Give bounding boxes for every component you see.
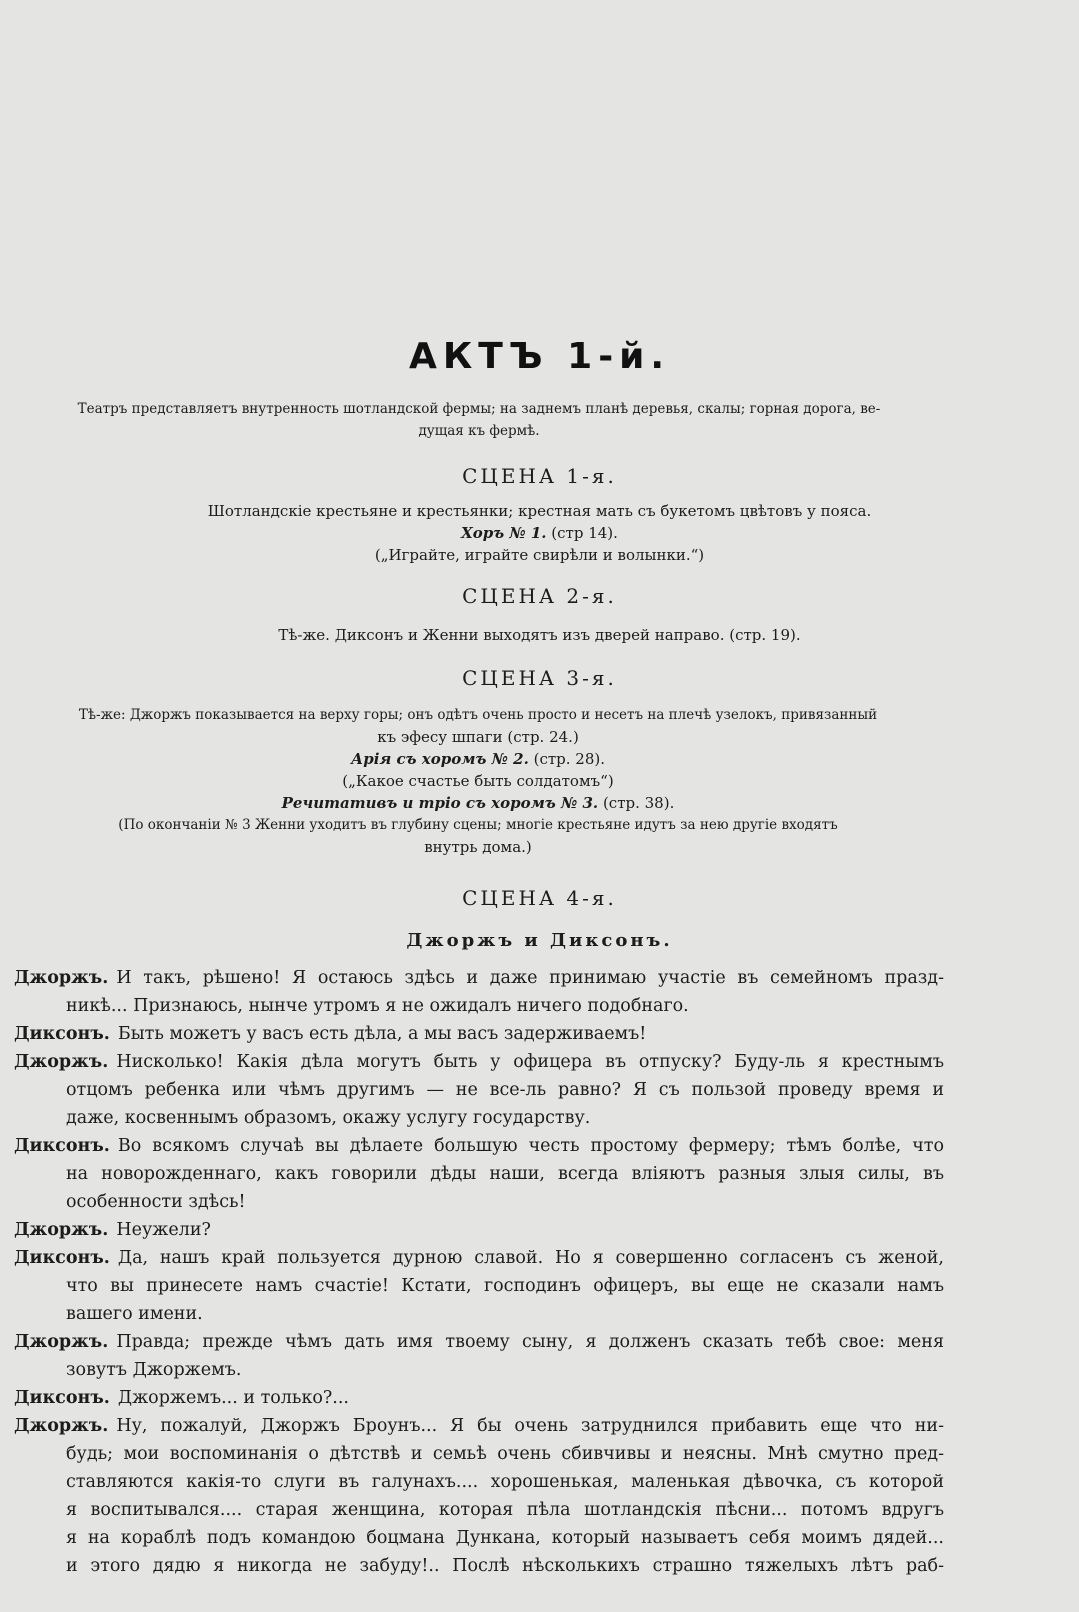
scene-3-description-line-1: Тѣ-же: Джоржъ показывается на верху горы; онъ одѣтъ очень просто и несетъ на плечѣ узелокъ, привязанный: [78, 707, 878, 723]
recitative-number-page: (стр. 38).: [602, 794, 675, 812]
scene-3-heading: СЦЕНА 3-я.: [462, 666, 617, 690]
speech-line: [14, 1244, 944, 1272]
speech-line: никѣ... Признаюсь, нынче утромъ я не ожидалъ ничего подобнаго.: [66, 996, 689, 1016]
speech-block: [14, 1048, 944, 1132]
speaker-name: Диксонъ.: [14, 1136, 110, 1156]
speaker-name: Джоржъ.: [14, 1332, 109, 1352]
speech-line: даже, косвеннымъ образомъ, окажу услугу государству.: [66, 1108, 591, 1128]
scene-1-heading: СЦЕНА 1-я.: [462, 464, 617, 488]
speech-text: Правда; прежде чѣмъ дать имя твоему сыну, я долженъ сказать тебѣ свое: меня: [116, 1332, 944, 1352]
speech-line: отцомъ ребенка или чѣмъ другимъ — не все-ль равно? Я съ пользой проведу время и: [66, 1080, 944, 1100]
speech-line: будь; мои воспоминанія о дѣтствѣ и семьѣ очень сбивчивы и неясны. Мнѣ смутно пред-: [66, 1444, 944, 1464]
speech-line: на новорожденнаго, какъ говорили дѣды наши, всегда вліяютъ разныя злыя силы, въ: [66, 1164, 944, 1184]
speech-line: [14, 1048, 944, 1076]
speech-line: я на кораблѣ подъ командою боцмана Дункана, который называетъ себя моимъ дядей...: [66, 1528, 944, 1548]
scene-1-quote: („Играйте, играйте свирѣли и волынки.“): [374, 546, 705, 564]
speaker-name: Джоржъ.: [14, 1052, 109, 1072]
act-title: АКТЪ 1-й.: [408, 336, 671, 377]
speech-line: зовутъ Джоржемъ.: [66, 1360, 242, 1380]
recitative-number: [6, 792, 950, 814]
speech-block: [14, 1328, 944, 1384]
speech-line: что вы принесете намъ счастіе! Кстати, господинъ офицеръ, вы еще не сказали намъ: [66, 1276, 944, 1296]
scene-1-description: Шотландскіе крестьяне и крестьянки; крестная мать съ букетомъ цвѣтовъ у пояса.: [207, 502, 872, 520]
speech-block: [14, 1216, 944, 1244]
speech-line: [14, 1132, 944, 1160]
scene-3-body: [6, 704, 950, 858]
speech-text: Быть можетъ у васъ есть дѣла, а мы васъ задерживаемъ!: [117, 1024, 647, 1044]
setting-line-2: дущая къ фермѣ.: [418, 423, 540, 439]
speech-text: Неужели?: [116, 1220, 211, 1240]
speech-line: [14, 1216, 944, 1244]
speech-text: Во всякомъ случаѣ вы дѣлаете большую честь простому фермеру; тѣмъ болѣе, что: [117, 1136, 944, 1156]
recitative-number-label: Речитативъ и тріо съ хоромъ № 3.: [281, 794, 599, 812]
speech-text: Да, нашъ край пользуется дурною славой. Но я совершенно согласенъ съ женой,: [117, 1248, 944, 1268]
speech-block: [14, 1412, 944, 1580]
speech-line: [14, 1020, 944, 1048]
scene-2-description: Тѣ-же. Диксонъ и Женни выходятъ изъ дверей направо. (стр. 19).: [278, 626, 801, 644]
scene-3-description-line-2: къ эфесу шпаги (стр. 24.): [377, 728, 579, 746]
speech-block: [14, 1244, 944, 1328]
setting-line-1: Театръ представляетъ внутренность шотландской фермы; на заднемъ планѣ деревья, скалы; горная дорога, ве-: [77, 401, 881, 417]
aria-quote: („Какое счастье быть солдатомъ“): [342, 772, 614, 790]
speech-line: особенности здѣсь!: [66, 1192, 246, 1212]
speaker-name: Диксонъ.: [14, 1024, 110, 1044]
speech-line: [14, 964, 944, 992]
speaker-name: Джоржъ.: [14, 968, 109, 988]
scene-4-heading: СЦЕНА 4-я.: [462, 886, 617, 910]
aria-number-label: Арія съ хоромъ № 2.: [350, 750, 529, 768]
speech-block: [14, 1132, 944, 1216]
scene-2-heading: СЦЕНА 2-я.: [462, 584, 617, 608]
chorus-number-label: Хоръ № 1.: [461, 524, 547, 542]
speech-block: [14, 1384, 944, 1412]
speech-line: я воспитывался.... старая женщина, которая пѣла шотландскія пѣсни... потомъ вдругъ: [66, 1500, 944, 1520]
speaker-name: Диксонъ.: [14, 1248, 110, 1268]
speech-block: [14, 1020, 944, 1048]
speech-block: [14, 964, 944, 1020]
scene-3-note-line-2: внутрь дома.): [424, 838, 532, 856]
speech-line: ставляются какія-то слуги въ галунахъ.... хорошенькая, маленькая дѣвочка, съ которой: [66, 1472, 944, 1492]
aria-number-page: (стр. 28).: [533, 750, 606, 768]
setting-description: [14, 398, 944, 442]
dialogue: [14, 964, 944, 1580]
speaker-name: Джоржъ.: [14, 1220, 109, 1240]
speaker-name: Джоржъ.: [14, 1416, 109, 1436]
scene-1-number: [0, 522, 1079, 544]
speech-line: [14, 1328, 944, 1356]
speech-line: [14, 1412, 944, 1440]
speech-text: Джоржемъ... и только?...: [117, 1388, 349, 1408]
speech-text: И такъ, рѣшено! Я остаюсь здѣсь и даже принимаю участіе въ семейномъ празд-: [116, 968, 944, 988]
scene-3-note-line-1: (По окончаніи № 3 Женни уходитъ въ глубину сцены; многіе крестьяне идутъ за нею другіе входятъ: [118, 817, 838, 833]
chorus-number-page: (стр 14).: [551, 524, 618, 542]
speech-line: [14, 1384, 944, 1412]
speech-line: и этого дядю я никогда не забуду!.. Послѣ нѣсколькихъ страшно тяжелыхъ лѣтъ раб-: [66, 1556, 944, 1576]
aria-number: [6, 748, 950, 770]
scene-4-persons: Джоржъ и Диксонъ.: [406, 930, 673, 951]
speech-text: Нисколько! Какія дѣла могутъ быть у офицера въ отпуску? Буду-ль я крестнымъ: [116, 1052, 944, 1072]
scene-1-body: [0, 500, 1079, 566]
speech-line: вашего имени.: [66, 1304, 203, 1324]
speaker-name: Диксонъ.: [14, 1388, 110, 1408]
speech-text: Ну, пожалуй, Джоржъ Броунъ... Я бы очень затруднился прибавить еще что ни-: [116, 1416, 944, 1436]
